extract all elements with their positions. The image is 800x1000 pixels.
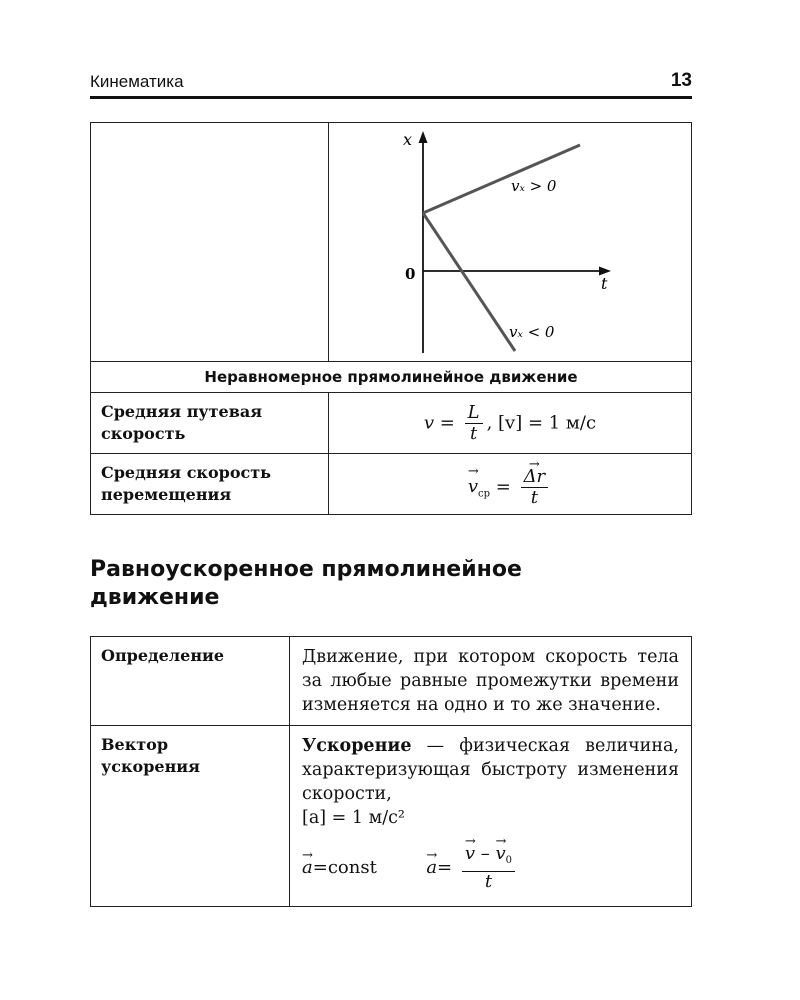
avg-path-speed-formula <box>329 393 692 454</box>
const-part: =const <box>312 857 377 878</box>
graph-cell <box>329 123 692 362</box>
avg-path-speed-label-line1: Средняя путевая <box>101 402 263 421</box>
nonuniform-table <box>90 122 692 515</box>
avg-displacement-label-line1: Средняя скорость <box>101 463 272 482</box>
formula-eq: = <box>495 476 511 497</box>
v0-subscript: 0 <box>505 855 513 866</box>
x-axis-label: x <box>403 130 413 149</box>
vector-v: → v <box>468 476 478 497</box>
nonuniform-section-title: Неравномерное прямолинейное движение <box>91 362 692 393</box>
x-axis-arrow <box>419 131 428 143</box>
lower-line-label: vₓ < 0 <box>509 323 555 341</box>
avg-displacement-velocity-formula <box>329 454 692 515</box>
fraction-denominator: t <box>530 486 538 508</box>
upper-line-label: vₓ > 0 <box>511 177 557 195</box>
vector-delta-r: → Δr <box>524 467 546 487</box>
graph-empty-cell <box>91 123 329 362</box>
definition-text: Движение, при котором скорость тела за любые равные промежутки времени изменяется на одно и то же значение. <box>290 637 692 726</box>
page-number: 13 <box>670 70 692 91</box>
acceleration-vector-label <box>91 726 290 907</box>
acceleration-label-line1: Вектор <box>101 735 169 754</box>
vector-v-subscript: ср <box>477 488 490 499</box>
acceleration-definition: — физическая величина, характеризующая быстроту изменения скорости, <box>302 736 679 804</box>
acceleration-term: Ускорение <box>302 736 412 756</box>
acceleration-formulas <box>302 844 679 898</box>
vector-a-2: → a <box>426 856 437 880</box>
section-heading-line1: Равноускоренное прямолинейное <box>90 557 522 582</box>
t-axis-label: t <box>601 274 608 293</box>
acceleration-label-line2: ускорения <box>101 757 200 776</box>
vector-a: → a <box>302 856 313 880</box>
minus-sign: – <box>475 843 496 864</box>
fraction-v-minus-v0-over-t <box>462 844 515 892</box>
fraction-denominator: t <box>484 871 493 892</box>
vector-v: → v <box>465 844 475 864</box>
position-time-graph <box>329 123 691 361</box>
running-header <box>90 70 692 99</box>
formula-eq: = <box>439 412 455 433</box>
avg-path-speed-label <box>91 393 329 454</box>
fraction-dr-over-t <box>521 467 549 508</box>
running-title: Кинематика <box>90 72 184 91</box>
fraction-l-over-t <box>465 403 483 444</box>
formula-v: v <box>423 412 435 433</box>
section-heading <box>90 556 692 612</box>
lower-line <box>423 213 515 351</box>
avg-path-speed-label-line2: скорость <box>101 424 186 443</box>
avg-displacement-label-line2: перемещения <box>101 485 232 504</box>
uniform-acceleration-table <box>90 636 692 907</box>
formula-eq: = <box>437 857 453 878</box>
acceleration-unit: [a] = 1 м/с² <box>302 808 405 828</box>
definition-label: Определение <box>91 637 290 726</box>
vector-v0: → v <box>496 844 506 864</box>
origin-label: 0 <box>405 265 416 283</box>
fraction-numerator <box>521 467 549 488</box>
section-heading-line2: движение <box>90 585 220 610</box>
formula-unit: , [v] = 1 м/с <box>486 412 597 433</box>
fraction-numerator <box>462 844 515 872</box>
fraction-denominator: t <box>469 422 478 444</box>
fraction-numerator: L <box>465 403 483 424</box>
acceleration-vector-text <box>290 726 692 907</box>
avg-displacement-velocity-label <box>91 454 329 515</box>
